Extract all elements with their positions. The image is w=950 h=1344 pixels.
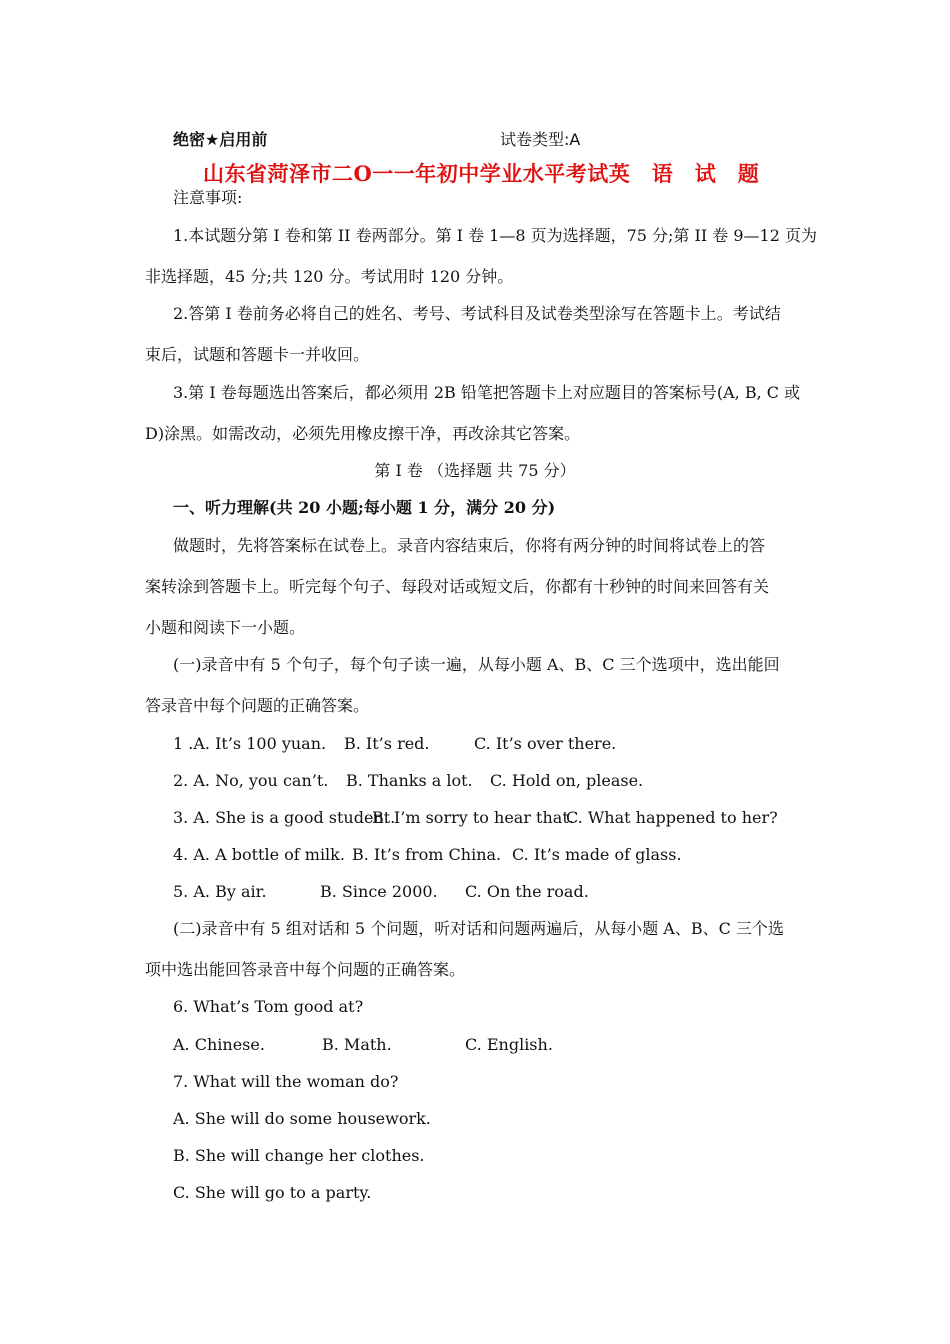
paper-type-label: 试卷类型:A — [500, 130, 581, 149]
notice-p1-line1: 1.本试题分第 I 卷和第 II 卷两部分。第 I 卷 1—8 页为选择题，75 分;第 II 卷 9—12 页为 — [173, 226, 817, 245]
section1-intro-line1: 做题时，先将答案标在试卷上。录音内容结束后，你将有两分钟的时间将试卷上的答 — [173, 536, 766, 555]
sub2-line1: (二)录音中有 5 组对话和 5 个问题，听对话和问题两遍后，从每小题 A、B、C 三个选 — [173, 919, 784, 938]
q2-option-b: B. Thanks a lot. — [346, 771, 473, 790]
notice-heading: 注意事项: — [173, 188, 243, 207]
question-3 — [173, 808, 778, 828]
question-5 — [173, 882, 589, 902]
sub1-line1: (一)录音中有 5 个句子，每个句子读一遍，从每小题 A、B、C 三个选项中，选出能回 — [173, 655, 780, 674]
sub1-line2: 答录音中每个问题的正确答案。 — [145, 696, 370, 715]
question-2 — [173, 771, 643, 791]
sub2-line2: 项中选出能回答录音中每个问题的正确答案。 — [145, 960, 466, 979]
notice-p3-line1: 3.第 I 卷每题选出答案后，都必须用 2B 铅笔把答题卡上对应题目的答案标号(A, B, C 或 — [173, 383, 801, 402]
notice-p3-line2: D)涂黑。如需改动，必须先用橡皮擦干净，再改涂其它答案。 — [145, 424, 581, 443]
notice-p1-line2: 非选择题，45 分;共 120 分。考试用时 120 分钟。 — [145, 267, 514, 286]
q1-option-c: C. It’s over there. — [474, 734, 617, 753]
q1-option-b: B. It’s red. — [344, 734, 430, 753]
section1-intro-line2: 案转涂到答题卡上。听完每个句子、每段对话或短文后，你都有十秒钟的时间来回答有关 — [145, 577, 770, 596]
notice-p2-line2: 束后，试题和答题卡一并收回。 — [145, 345, 370, 364]
q7-option-b: B. She will change her clothes. — [173, 1146, 425, 1165]
q4-option-b: B. It’s from China. — [352, 845, 502, 864]
q4-option-a: 4. A. A bottle of milk. — [173, 845, 345, 864]
q6-option-a: A. Chinese. — [173, 1035, 265, 1054]
q4-option-c: C. It’s made of glass. — [512, 845, 682, 864]
question-6-stem: 6. What’s Tom good at? — [173, 997, 364, 1016]
q2-option-c: C. Hold on, please. — [490, 771, 644, 790]
q6-option-b: B. Math. — [322, 1035, 392, 1054]
question-1 — [173, 734, 616, 754]
part1-heading: 第 I 卷 （选择题 共 75 分） — [374, 461, 576, 480]
notice-p2-line1: 2.答第 I 卷前务必将自己的姓名、考号、考试科目及试卷类型涂写在答题卡上。考试结 — [173, 304, 781, 323]
q5-option-c: C. On the road. — [465, 882, 589, 901]
exam-title: 山东省菏泽市二O一一年初中学业水平考试英 语 试 题 — [203, 161, 760, 186]
q7-option-a: A. She will do some housework. — [173, 1109, 431, 1128]
q5-option-a: 5. A. By air. — [173, 882, 267, 901]
q3-option-c: C. What happened to her? — [566, 808, 778, 827]
section1-heading: 一、听力理解(共 20 小题;每小题 1 分，满分 20 分) — [173, 498, 556, 517]
question-6-options — [173, 1035, 553, 1055]
q2-option-a: 2. A. No, you can’t. — [173, 771, 329, 790]
q7-option-c: C. She will go to a party. — [173, 1183, 372, 1202]
q1-option-a: 1 .A. It’s 100 yuan. — [173, 734, 327, 753]
q3-option-a: 3. A. She is a good student. — [173, 808, 396, 827]
q3-option-b: B. I’m sorry to hear that. — [372, 808, 574, 827]
secret-label: 绝密★启用前 — [173, 130, 268, 149]
question-7-stem: 7. What will the woman do? — [173, 1072, 399, 1091]
q5-option-b: B. Since 2000. — [320, 882, 438, 901]
q6-option-c: C. English. — [465, 1035, 553, 1054]
question-4 — [173, 845, 682, 865]
section1-intro-line3: 小题和阅读下一小题。 — [145, 618, 306, 637]
